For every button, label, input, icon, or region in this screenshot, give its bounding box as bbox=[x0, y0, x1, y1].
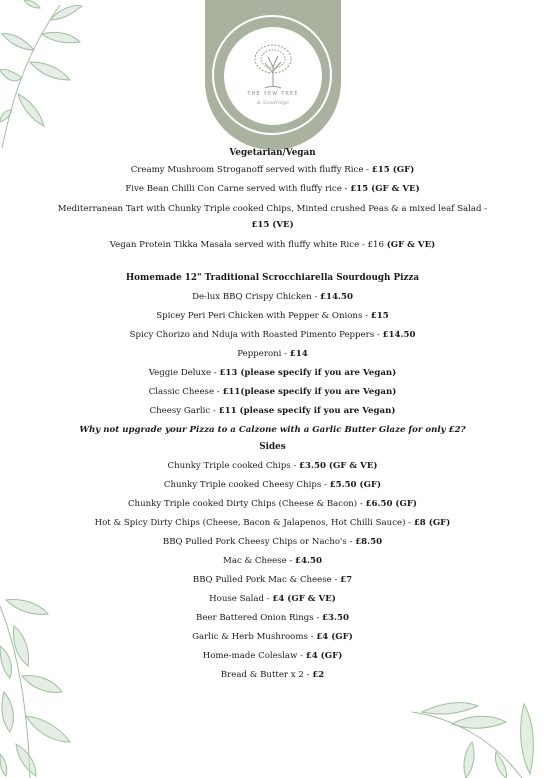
menu-item bbox=[52, 552, 493, 571]
leaf-decoration-bottom-right bbox=[412, 698, 545, 778]
menu-item bbox=[52, 590, 493, 609]
menu-item bbox=[52, 476, 493, 495]
menu-item bbox=[52, 609, 493, 628]
menu-item bbox=[52, 533, 493, 552]
item-name: Chunky Triple cooked Cheesy Chips - bbox=[163, 480, 330, 490]
item-name: Pepperoni - bbox=[237, 348, 290, 359]
item-name: Cheesy Garlic - bbox=[149, 405, 219, 416]
item-name: Chunky Triple cooked Chips - bbox=[167, 461, 300, 471]
menu-item bbox=[52, 363, 493, 382]
item-price: £15 bbox=[370, 310, 389, 321]
item-price: £2 bbox=[312, 670, 325, 680]
item-name: Mediterranean Tart with Chunky Triple cooked Chips, Minted crushed Peas & a mixed leaf Salad - bbox=[57, 203, 488, 214]
menu-content bbox=[52, 146, 493, 685]
item-name: Beer Battered Onion Rings - bbox=[196, 613, 323, 623]
item-price: £4 (GF) bbox=[316, 632, 353, 642]
item-price: £3.50 (GF & VE) bbox=[299, 461, 378, 471]
item-price: £14.50 bbox=[382, 329, 416, 340]
item-name: Veggie Deluxe - bbox=[148, 367, 220, 378]
item-price: £14 bbox=[289, 348, 308, 359]
item-price: £7 bbox=[340, 575, 353, 585]
logo-badge bbox=[224, 27, 322, 125]
menu-item bbox=[52, 571, 493, 590]
item-name: Home-made Coleslaw - bbox=[202, 651, 306, 661]
menu-item bbox=[52, 495, 493, 514]
menu-item bbox=[52, 287, 493, 306]
item-price: £4 (GF) bbox=[305, 651, 343, 661]
item-name: Mac & Cheese - bbox=[223, 556, 296, 566]
menu-item bbox=[52, 401, 493, 420]
item-name: Chunky Triple cooked Dirty Chips (Cheese & Bacon) - bbox=[127, 499, 366, 509]
logo-banner bbox=[205, 0, 341, 150]
pizza-upgrade-note: Why not upgrade your Pizza to a Calzone with a Garlic Butter Glaze for only £2? bbox=[79, 424, 466, 435]
item-price: £11(please specify if you are Vegan) bbox=[222, 386, 397, 397]
item-price: £5.50 (GF) bbox=[329, 480, 382, 490]
item-name: Vegan Protein Tikka Masala served with fluffy white Rice - £16 bbox=[109, 239, 387, 250]
item-price: £14.50 bbox=[320, 291, 353, 302]
logo-name: THE YEW TREE bbox=[247, 91, 299, 97]
menu-item bbox=[52, 179, 493, 198]
item-price: £4 (GF & VE) bbox=[272, 594, 336, 604]
menu-item bbox=[52, 235, 493, 254]
menu-item bbox=[52, 647, 493, 666]
menu-item bbox=[52, 628, 493, 647]
item-name: BBQ Pulled Pork Mac & Cheese - bbox=[192, 575, 341, 585]
item-name: Bread & Butter x 2 - bbox=[220, 670, 313, 680]
tree-icon bbox=[253, 43, 293, 93]
item-price: £13 (please specify if you are Vegan) bbox=[219, 367, 397, 378]
item-price: £6.50 (GF) bbox=[365, 499, 417, 509]
section-title-pizza: Homemade 12" Traditional Scrocchiarella Sourdough Pizza bbox=[125, 273, 420, 283]
item-name: Garlic & Herb Mushrooms - bbox=[192, 632, 317, 642]
item-name: Hot & Spicy Dirty Chips (Cheese, Bacon & Jalapenos, Hot Chilli Sauce) - bbox=[94, 518, 414, 528]
menu-item bbox=[52, 325, 493, 344]
item-price: £11 (please specify if you are Vegan) bbox=[218, 405, 396, 416]
item-name: Creamy Mushroom Stroganoff served with fluffy Rice - bbox=[130, 164, 372, 175]
section-title-vegetarian: Vegetarian/Vegan bbox=[229, 148, 316, 158]
menu-item bbox=[52, 382, 493, 401]
menu-item bbox=[52, 457, 493, 476]
menu-item bbox=[52, 306, 493, 325]
menu-item bbox=[52, 198, 493, 235]
item-name: Five Bean Chilli Con Carne served with fluffy rice - bbox=[125, 183, 351, 194]
item-price: £8.50 bbox=[355, 537, 383, 547]
item-name: Classic Cheese - bbox=[148, 386, 223, 397]
leaf-decoration-top-left bbox=[0, 0, 85, 150]
item-name: House Salad - bbox=[209, 594, 273, 604]
item-price: (GF & VE) bbox=[386, 239, 436, 250]
item-price: £8 (GF) bbox=[413, 518, 451, 528]
menu-item bbox=[52, 160, 493, 179]
menu-item bbox=[52, 666, 493, 685]
logo-subtitle: & Sandridge bbox=[256, 100, 290, 106]
item-name: Spicey Peri Peri Chicken with Pepper & Onions - bbox=[156, 310, 371, 321]
section-title-sides: Sides bbox=[259, 441, 286, 452]
item-name: BBQ Pulled Pork Cheesy Chips or Nacho's - bbox=[162, 537, 356, 547]
item-name: De-lux BBQ Crispy Chicken - bbox=[192, 291, 321, 302]
item-price: £15 (GF & VE) bbox=[350, 183, 420, 194]
item-price: £3.50 bbox=[322, 613, 349, 623]
item-price: £4.50 bbox=[295, 556, 322, 566]
item-price: £15 (VE) bbox=[251, 219, 294, 230]
item-price: £15 (GF) bbox=[371, 164, 415, 175]
menu-item bbox=[52, 514, 493, 533]
item-name: Spicy Chorizo and Nduja with Roasted Pimento Peppers - bbox=[129, 329, 383, 340]
menu-item bbox=[52, 344, 493, 363]
